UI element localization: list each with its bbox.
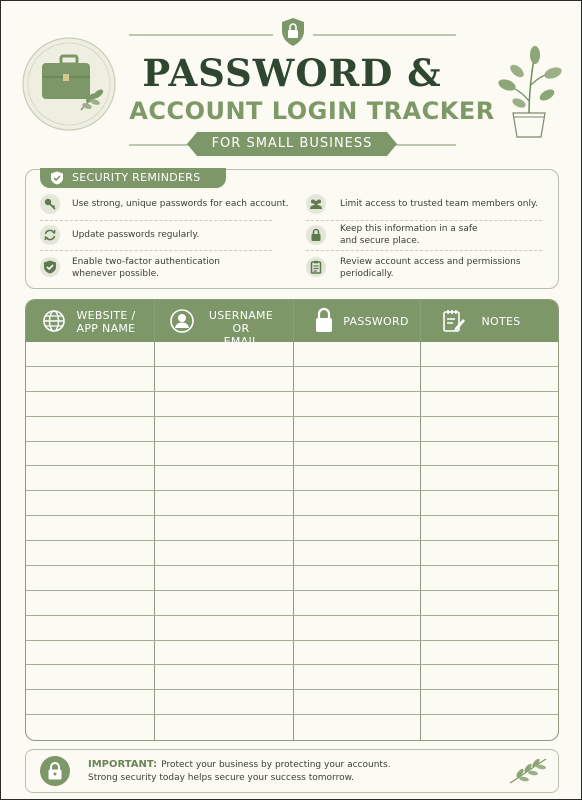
security-reminders-box xyxy=(25,169,559,289)
team-icon xyxy=(306,194,326,214)
subtitle-ribbon: FOR SMALL BUSINESS xyxy=(197,132,387,156)
column-header-label xyxy=(74,309,138,335)
table-row xyxy=(26,714,558,715)
table-row xyxy=(26,366,558,367)
divider xyxy=(306,250,542,251)
table-row xyxy=(26,441,558,442)
reminder-line: whenever possible. xyxy=(72,269,159,279)
column-header-line: USERNAME OR xyxy=(208,309,274,335)
important-line-1 xyxy=(88,759,391,770)
divider xyxy=(306,220,542,221)
leaf-sprig-icon xyxy=(506,755,550,787)
lock-icon xyxy=(314,307,334,334)
reminder-line: and secure place. xyxy=(340,236,420,246)
security-reminders-tab xyxy=(40,168,226,188)
column-header-line: APP NAME xyxy=(76,322,136,335)
column-header-line: WEBSITE / xyxy=(76,309,136,322)
table-row xyxy=(26,416,558,417)
shield-check-icon xyxy=(40,257,60,277)
page-subtitle: ACCOUNT LOGIN TRACKER xyxy=(129,97,495,125)
table-row xyxy=(26,391,558,392)
reminder-line: Enable two-factor authentication xyxy=(72,257,220,267)
table-row xyxy=(26,515,558,516)
table-row xyxy=(26,465,558,466)
notes-icon xyxy=(441,308,467,334)
reminder-line: Keep this information in a safe xyxy=(340,224,478,234)
reminder-text-5 xyxy=(340,223,478,247)
reminder-text-3 xyxy=(72,256,220,280)
important-label: IMPORTANT: xyxy=(88,759,158,770)
column-header-label xyxy=(201,309,281,348)
reminder-text-2: Update passwords regularly. xyxy=(72,230,200,240)
key-icon xyxy=(40,194,60,214)
important-text: Protect your business by protecting your accounts. xyxy=(161,760,391,770)
clipboard-icon xyxy=(306,257,326,277)
lock-icon xyxy=(40,756,70,786)
important-footer xyxy=(25,749,559,793)
shield-check-icon xyxy=(50,171,64,185)
column-header-label: PASSWORD xyxy=(343,315,409,328)
security-reminders-heading: SECURITY REMINDERS xyxy=(72,171,201,184)
table-row xyxy=(26,615,558,616)
reminder-text-1: Use strong, unique passwords for each account. xyxy=(72,199,289,209)
table-row xyxy=(26,565,558,566)
reminder-line: Review account access and permissions xyxy=(340,257,521,267)
user-icon xyxy=(169,308,195,334)
important-line-2: Strong security today helps secure your success tomorrow. xyxy=(88,773,354,783)
login-tracker-table xyxy=(25,299,559,741)
table-row xyxy=(26,590,558,591)
table-row xyxy=(26,540,558,541)
column-header-website xyxy=(26,300,155,342)
divider xyxy=(40,250,272,251)
globe-icon xyxy=(42,309,66,333)
column-header-label: NOTES xyxy=(481,315,521,328)
shield-lock-icon xyxy=(280,17,306,47)
column-header-password xyxy=(294,300,421,342)
table-row xyxy=(26,490,558,491)
page-title: PASSWORD & xyxy=(142,51,442,95)
column-header-line: EMAIL xyxy=(223,335,259,348)
lock-icon xyxy=(306,225,326,245)
table-header xyxy=(26,300,558,348)
column-header-notes xyxy=(421,300,558,342)
table-row xyxy=(26,664,558,665)
divider xyxy=(40,220,272,221)
column-header-username xyxy=(155,300,294,348)
reminder-text-4: Limit access to trusted team members only. xyxy=(340,199,538,209)
table-row xyxy=(26,640,558,641)
refresh-icon xyxy=(40,225,60,245)
reminder-text-6 xyxy=(340,256,521,280)
reminder-line: periodically. xyxy=(340,269,394,279)
table-row xyxy=(26,689,558,690)
